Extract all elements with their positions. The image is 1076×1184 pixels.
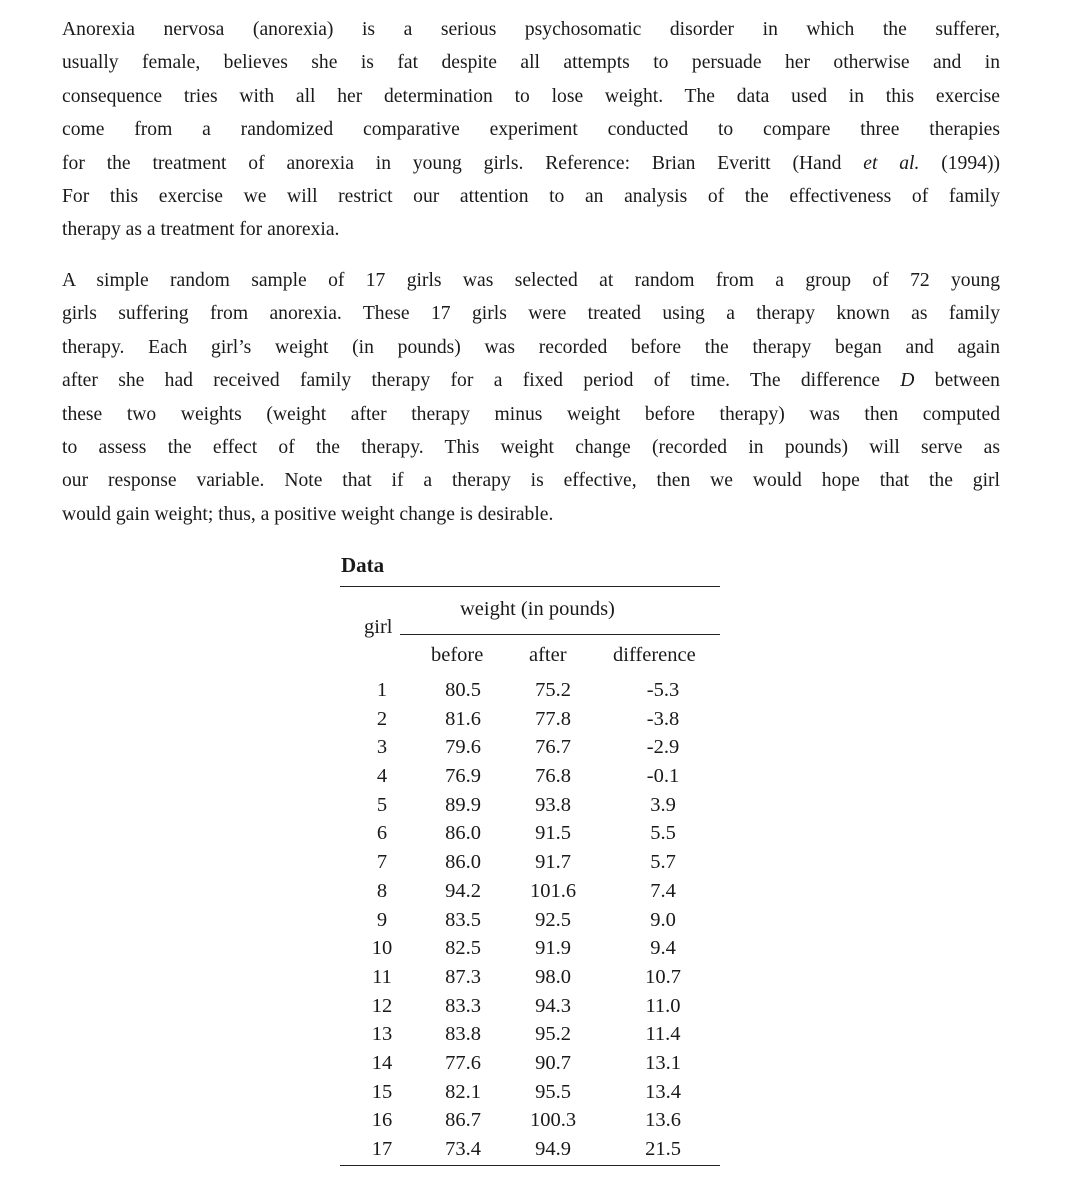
girl-cell: 8 (376, 879, 388, 902)
difference-cell: 5.5 (650, 822, 676, 845)
weight-group-rule (400, 634, 720, 635)
paragraph-line-variable (62, 364, 1000, 397)
intro-paragraph (62, 13, 1000, 247)
paragraph-line: A simple random sample of 17 girls was selected at random from a group of 72 young (62, 270, 1000, 291)
after-cell: 101.6 (529, 879, 577, 902)
difference-cell: 5.7 (650, 851, 676, 874)
before-cell: 83.3 (445, 994, 481, 1017)
after-cell: 100.3 (529, 1109, 577, 1132)
table-row (340, 819, 720, 848)
paragraph-line: For this exercise we will restrict our attention to an analysis of the effectiveness of family (62, 186, 1000, 208)
difference-cell: 9.4 (650, 937, 676, 960)
after-cell: 90.7 (535, 1051, 571, 1074)
table-row (340, 848, 720, 877)
table-row (340, 1020, 720, 1049)
paragraph-line: consequence tries with all her determination to lose weight. The data used in this exercise (62, 85, 1000, 107)
table-row (340, 992, 720, 1021)
after-cell: 95.2 (535, 1023, 571, 1046)
paragraph-line: Anorexia nervosa (anorexia) is a serious psychosomatic disorder in which the sufferer, (62, 19, 1000, 40)
girl-cell: 11 (372, 965, 392, 988)
table-row (340, 1078, 720, 1107)
girl-cell: 2 (376, 707, 388, 730)
after-cell: 91.9 (535, 937, 571, 960)
table-row (340, 934, 720, 963)
before-cell: 83.5 (445, 908, 481, 931)
after-cell: 94.3 (535, 994, 571, 1017)
difference-cell: 3.9 (650, 793, 676, 816)
table-row (340, 877, 720, 906)
paragraph-line: come from a randomized comparative experiment conducted to compare three therapies (62, 119, 1000, 141)
girl-cell: 12 (371, 994, 393, 1017)
difference-text: after she had received family therapy for a fixed period of time. The difference (62, 370, 901, 392)
paragraph-line: these two weights (weight after therapy minus weight before therapy) was then computed (62, 403, 1000, 425)
table-row (340, 906, 720, 935)
difference-cell: -0.1 (646, 765, 680, 788)
before-cell: 89.9 (445, 793, 481, 816)
after-cell: 98.0 (535, 965, 571, 988)
paragraph-line: our response variable. Note that if a therapy is effective, then we would hope that the girl (62, 470, 1000, 492)
before-cell: 76.9 (445, 765, 481, 788)
after-cell: 94.9 (535, 1138, 571, 1160)
table-row (340, 791, 720, 820)
difference-cell: -5.3 (646, 679, 680, 701)
girl-cell: 15 (371, 1080, 393, 1103)
before-cell: 77.6 (445, 1051, 481, 1074)
after-cell: 95.5 (535, 1080, 571, 1103)
before-cell: 82.5 (445, 937, 481, 960)
table-bottom-rule (340, 1165, 720, 1166)
girl-cell: 6 (376, 822, 388, 845)
before-cell: 86.7 (445, 1109, 481, 1132)
after-cell: 91.5 (535, 822, 571, 845)
difference-cell: -2.9 (646, 736, 680, 759)
after-cell: 92.5 (535, 908, 571, 931)
difference-cell: -3.8 (646, 707, 680, 730)
before-cell: 86.0 (445, 851, 481, 874)
after-cell: 93.8 (535, 793, 571, 816)
paragraph-line: usually female, believes she is fat despite all attempts to persuade her otherwise and in (62, 52, 1000, 74)
difference-cell: 7.4 (650, 879, 676, 902)
difference-cell: 10.7 (645, 965, 681, 988)
before-cell: 81.6 (445, 707, 481, 730)
table-row (340, 963, 720, 992)
difference-cell: 13.1 (645, 1051, 681, 1074)
after-column-header: after (529, 644, 567, 666)
difference-cell: 21.5 (645, 1138, 681, 1160)
girl-cell: 14 (371, 1051, 393, 1074)
difference-cell: 13.4 (645, 1080, 681, 1103)
table-row (340, 1135, 720, 1164)
girl-cell: 4 (376, 765, 388, 788)
paragraph-line-reference (62, 147, 1000, 180)
sample-paragraph (62, 264, 1000, 531)
before-cell: 83.8 (445, 1023, 481, 1046)
after-cell: 76.8 (535, 765, 571, 788)
before-cell: 79.6 (445, 736, 481, 759)
paragraph-line: girls suffering from anorexia. These 17 girls were treated using a therapy known as family (62, 303, 1000, 325)
table-title: Data (341, 553, 385, 577)
before-cell: 82.1 (445, 1080, 481, 1103)
difference-tail: between (914, 370, 1000, 392)
paragraph-line: would gain weight; thus, a positive weight change is desirable. (62, 503, 554, 525)
difference-cell: 11.0 (645, 994, 681, 1017)
table-top-rule (340, 586, 720, 587)
table-row (340, 733, 720, 762)
after-cell: 76.7 (535, 736, 571, 759)
difference-column-header: difference (613, 644, 696, 666)
table-row (340, 762, 720, 791)
girl-cell: 17 (371, 1138, 393, 1160)
girl-cell: 9 (376, 908, 388, 931)
table-row (340, 1106, 720, 1135)
before-cell: 73.4 (445, 1138, 481, 1160)
girl-cell: 16 (371, 1109, 393, 1132)
difference-cell: 11.4 (645, 1023, 681, 1046)
girl-cell: 1 (376, 679, 388, 701)
table-row (340, 1049, 720, 1078)
girl-column-header: girl (364, 616, 393, 638)
before-column-header: before (431, 644, 484, 666)
before-cell: 94.2 (445, 879, 481, 902)
girl-cell: 13 (371, 1023, 393, 1046)
girl-cell: 10 (371, 937, 393, 960)
table-row (340, 705, 720, 734)
difference-cell: 9.0 (650, 908, 676, 931)
girl-cell: 3 (376, 736, 388, 759)
girl-cell: 7 (376, 851, 388, 874)
before-cell: 86.0 (445, 822, 481, 845)
weight-group-header: weight (in pounds) (460, 598, 615, 620)
reference-et-al: et al. (863, 152, 920, 174)
after-cell: 77.8 (535, 707, 571, 730)
paragraph-line: therapy as a treatment for anorexia. (62, 219, 340, 241)
reference-text: for the treatment of anorexia in young girls. Reference: Brian Everitt (Hand (62, 152, 864, 174)
after-cell: 91.7 (535, 851, 571, 874)
before-cell: 80.5 (445, 679, 481, 701)
paragraph-line: to assess the effect of the therapy. This weight change (recorded in pounds) will serve as (62, 437, 1000, 459)
difference-cell: 13.6 (645, 1109, 681, 1132)
table-row (340, 676, 720, 705)
before-cell: 87.3 (445, 965, 481, 988)
after-cell: 75.2 (535, 679, 571, 701)
table-body (340, 676, 720, 1164)
variable-d: D (900, 370, 915, 392)
girl-cell: 5 (376, 793, 388, 816)
paragraph-line: therapy. Each girl’s weight (in pounds) was recorded before the therapy began and again (62, 336, 1000, 358)
reference-year: (1994)) (919, 152, 1000, 174)
